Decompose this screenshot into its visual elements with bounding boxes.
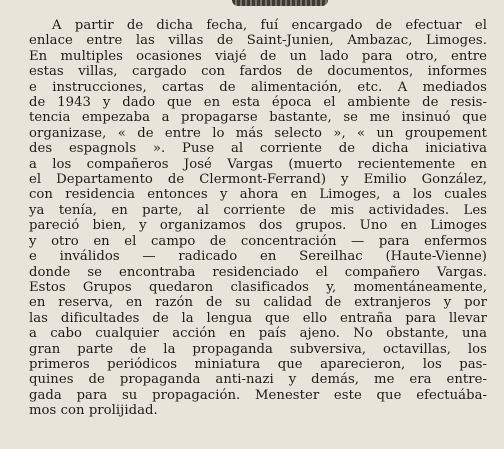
text-line: A partir de dicha fecha, fuí encargado de efectuar el <box>52 18 487 33</box>
text-line: estas villas, cargado con fardos de documentos, informes <box>29 64 487 80</box>
text-line: con residencia entonces y ahora en Limoges, a los cuales <box>29 187 487 203</box>
text-line: a los compañeros José Vargas (muerto recientemente en <box>29 156 487 172</box>
text-line: tencia empezaba a propagarse bastante, se me insinuó que <box>29 110 487 126</box>
text-line: e instrucciones, cartas de alimentación, etc. A mediados <box>29 79 487 95</box>
article-paragraph <box>29 18 487 419</box>
text-line: des espagnols ». Puse al corriente de dicha iniciativa <box>29 141 487 157</box>
text-line: y otro en el campo de concentración — para enfermos <box>29 233 487 249</box>
text-line: gran parte de la propaganda subversiva, octavillas, los <box>29 341 487 357</box>
text-line: en reserva, en razón de su calidad de extranjeros y por <box>29 295 487 311</box>
text-line: e inválidos — radicado en Sereilhac (Haute-Vienne) <box>29 249 487 265</box>
text-line: primeros periódicos miniatura que aparecieron, los pas- <box>29 356 487 372</box>
cropped-next-line <box>29 441 487 449</box>
text-line: gada para su propagación. Menester este que efectuába- <box>29 387 487 403</box>
text-line: quines de propaganda anti-nazi y demás, me era entre- <box>29 372 487 388</box>
text-line: organizase, « de entre lo más selecto », « un groupement <box>29 125 487 141</box>
text-line: Estos Grupos quedaron clasificados y, momentáneamente, <box>29 279 487 295</box>
text-line: de 1943 y dado que en esta época el ambiente de resis- <box>29 95 487 111</box>
text-line: mos con prolijidad. <box>29 403 158 419</box>
text-line: En multiples ocasiones viajé de un lado para otro, entre <box>29 48 487 64</box>
text-line: el Departamento de Clermont-Ferrand) y Emilio González, <box>29 172 487 188</box>
text-line: las dificultades de la lengua que ello entraña para llevar <box>29 310 487 326</box>
text-line: ya tenía, en parte, al corriente de mis actividades. Les <box>29 202 487 218</box>
text-line: donde se encontraba residenciado el compañero Vargas. <box>29 264 487 280</box>
text-line: a cabo cualquier acción en país ajeno. No obstante, una <box>29 326 487 342</box>
text-line: pareció bien, y organizamos dos grupos. Uno en Limoges <box>29 218 487 234</box>
top-ornament <box>232 0 328 6</box>
text-line: enlace entre las villas de Saint-Junien, Ambazac, Limoges. <box>29 33 487 49</box>
